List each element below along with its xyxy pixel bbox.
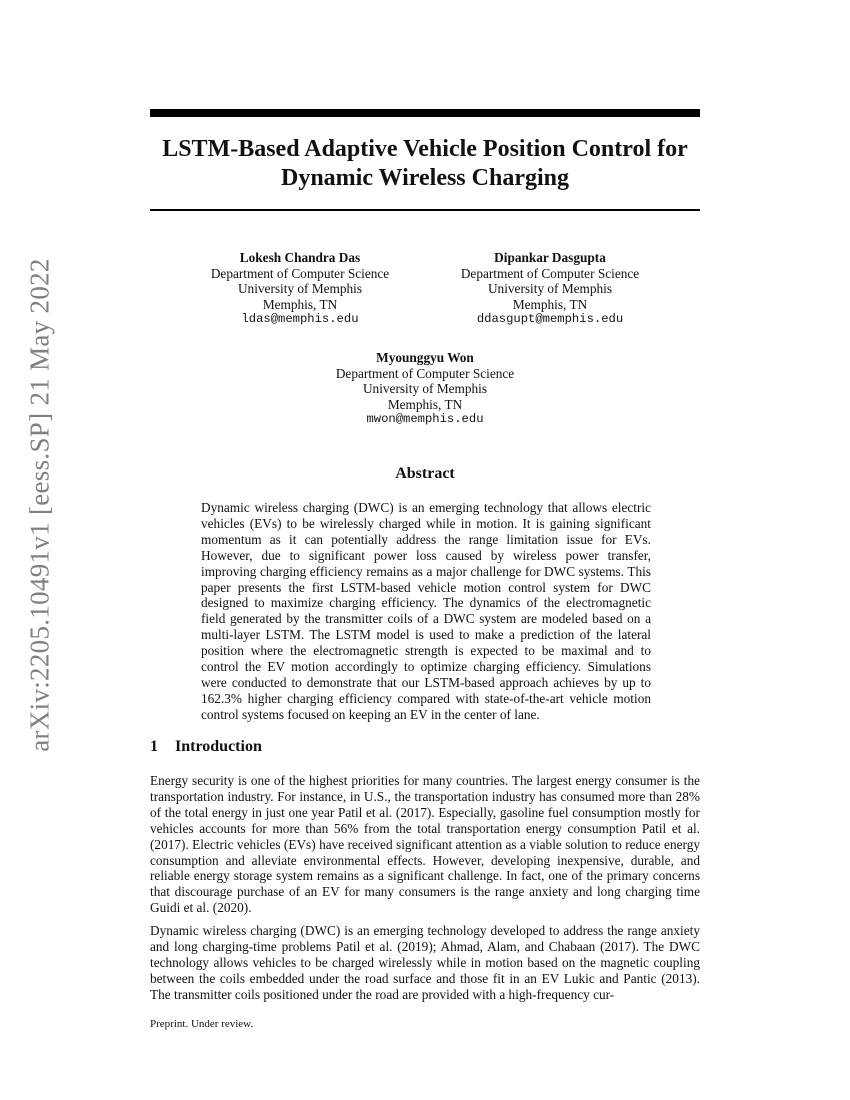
author-name: Dipankar Dasgupta [494,250,606,265]
author-department: Department of Computer Science [210,265,390,281]
section-title: Introduction [175,738,262,755]
section-number: 1 [150,738,158,755]
author-department: Department of Computer Science [335,365,515,381]
section-body [150,773,700,1010]
title-line-2: Dynamic Wireless Charging [280,165,569,191]
author-location: Memphis, TN [262,296,338,312]
author-location: Memphis, TN [512,296,588,312]
author-block-2 [440,250,660,328]
title-bottom-rule [150,209,700,211]
page-footer: Preprint. Under review. [150,1018,254,1030]
author-block-1 [190,250,410,328]
author-university: University of Memphis [487,281,613,296]
author-university: University of Memphis [362,381,488,396]
arxiv-identifier-stamp: arXiv:2205.10491v1 [eess.SP] 21 May 2022 [24,258,55,752]
author-name: Lokesh Chandra Das [239,250,361,265]
author-email: ldas@memphis.edu [241,312,359,326]
author-name: Myounggyu Won [376,350,474,365]
body-paragraph: Energy security is one of the highest priorities for many countries. The largest energy consumer is the transportation industry. For instance, in U.S., the transportation industry has consumed more than 28% of the total energy in just one year Patil et al. (2017). Especially, gasoline fuel consumption mostly for vehicles accounts for more than 56% from the total transportation energy consumption Patil et al. (2017). Electric vehicles (EVs) have received significant attention as a viable solution to reduce energy consumption and alleviate environmental effects. However, developing inexpensive, durable, and reliable energy storage system remains as a significant challenge. In fact, one of the primary concerns that discourage purchase of an EV for many consumers is the range anxiety and long charging time Guidi et al. (2020). [150,773,700,916]
section-heading [150,738,262,756]
author-university: University of Memphis [237,281,363,296]
body-paragraph: Dynamic wireless charging (DWC) is an emerging technology developed to address the range anxiety and long charging-time problems Patil et al. (2019); Ahmad, Alam, and Chabaan (2017). The DWC technology allows vehicles to be charged wirelessly while in motion based on the magnetic coupling between the coils embedded under the road surface and those fit in an EV Lukic and Pantic (2013). The transmitter coils positioned under the road are provided with a high-frequency cur- [150,923,700,1002]
title-top-rule [150,109,700,117]
author-email: mwon@memphis.edu [366,412,484,426]
title-line-1: LSTM-Based Adaptive Vehicle Position Control for [162,136,688,162]
abstract-heading: Abstract [395,465,455,482]
author-block-3 [315,350,535,428]
author-email: ddasgupt@memphis.edu [476,312,624,326]
paper-title [150,135,700,193]
author-location: Memphis, TN [387,396,463,412]
author-department: Department of Computer Science [460,265,640,281]
abstract-text: Dynamic wireless charging (DWC) is an emerging technology that allows electric vehicles (EVs) to be wirelessly charged while in motion. It is gaining significant momentum as it can potentially address the range limitation issue for EVs. However, due to significant power loss caused by wireless power transfer, improving charging efficiency remains as a major challenge for DWC systems. This paper presents the first LSTM-based vehicle motion control system for DWC designed to maximize charging efficiency. The dynamics of the electromagnetic field generated by the transmitter coils of a DWC system are modeled based on a multi-layer LSTM. The LSTM model is used to make a prediction of the lateral position where the electromagnetic strength is expected to be maximal and to control the EV motion accordingly to optimize charging efficiency. Simulations were conducted to demonstrate that our LSTM-based approach achieves by up to 162.3% higher charging efficiency compared with state-of-the-art vehicle motion control systems focused on keeping an EV in the center of lane. [201,500,651,722]
